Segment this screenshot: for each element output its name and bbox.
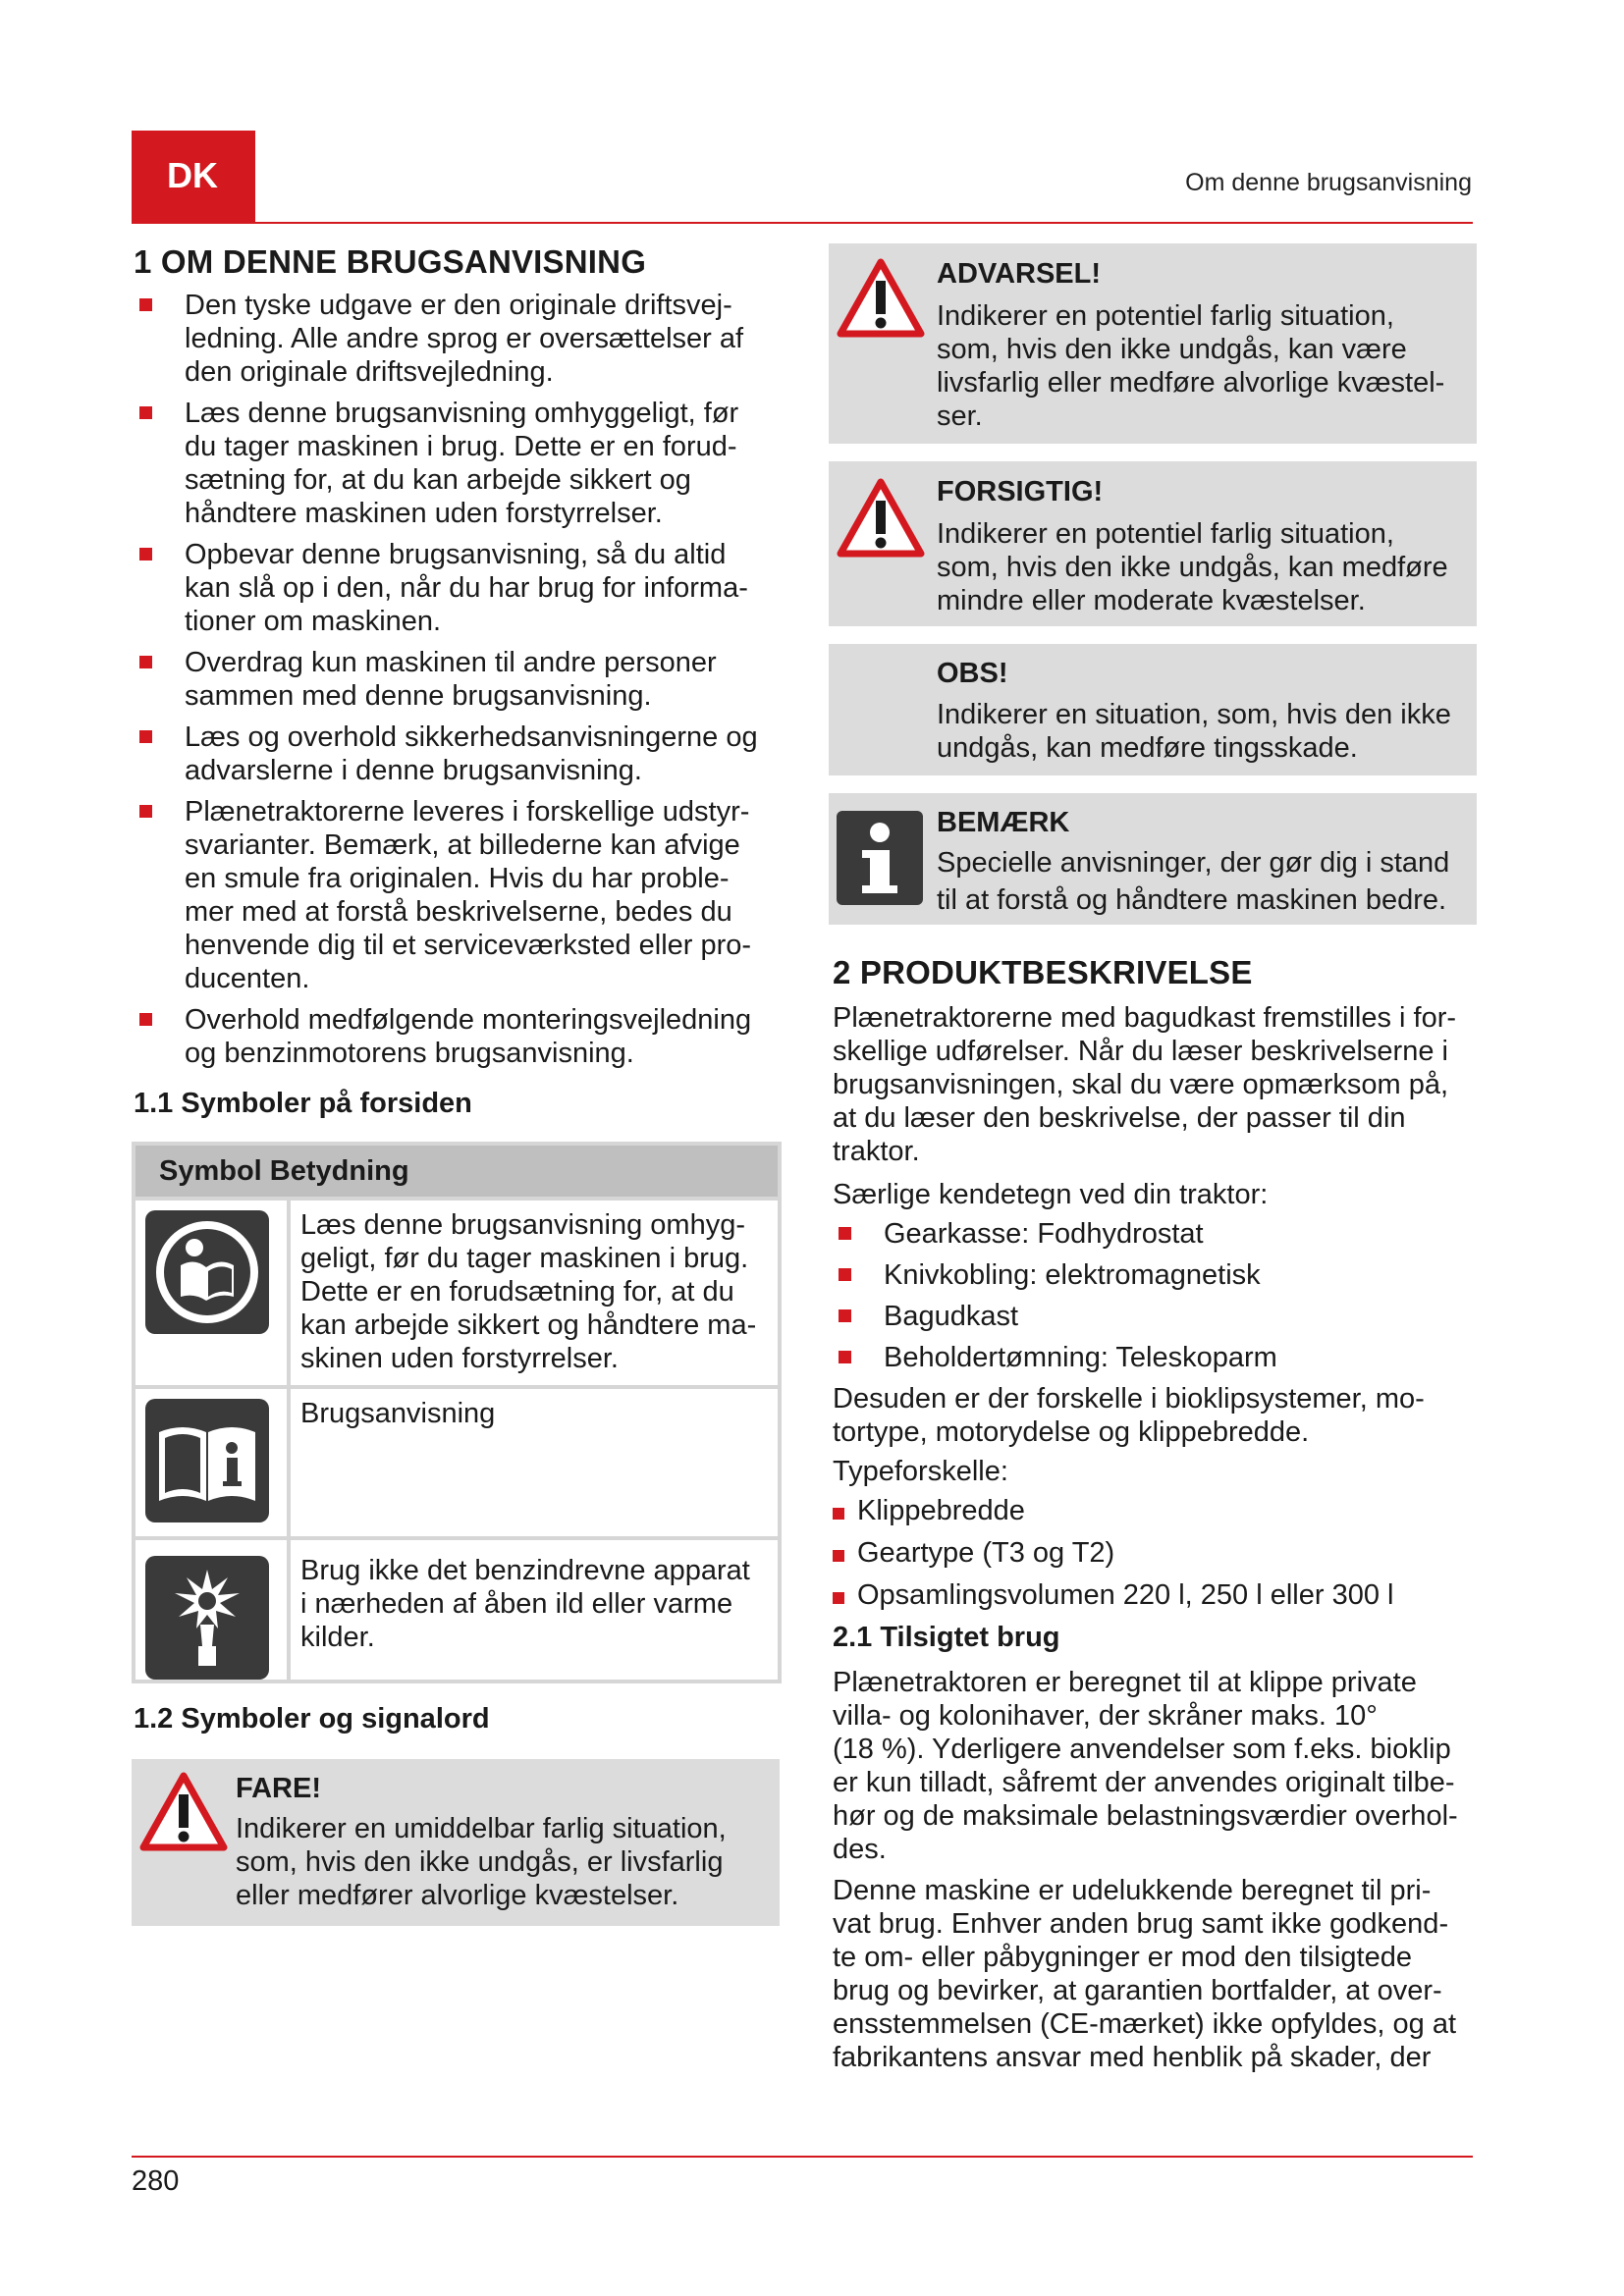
section2-1-heading: 2.1 Tilsigtet brug [833,1622,1060,1653]
list-item: Klippebredde [833,1494,1481,1527]
obs-notice-box [829,644,1477,775]
right-column [833,954,1481,2074]
bullet-square [139,730,152,743]
header-rule [132,222,1473,224]
table-row [134,1199,780,1387]
advarsel-title: ADVARSEL! [937,258,1102,290]
obs-title: OBS! [937,658,1008,689]
list-item: Overdrag kun maskinen til andre personer sammen med denne brugsanvisning. [134,646,782,713]
list-item: Overhold medfølgende monteringsvejledning og benzinmotorens brugsanvisning. [134,1003,782,1070]
section2-differences: Desuden er der forskelle i bioklipsystemer, mo- tortype, motorydelse og klippebredde. [833,1383,1425,1448]
symbol-row-2-text: Brugsanvisning [300,1398,496,1429]
advarsel-warning-box [829,243,1477,444]
types-list [833,1494,1481,1612]
advarsel-text: Indikerer en potentiel farlig situation, som, hvis den ikke undgås, kan være livsfarlig eller medføre alvorlige kvæstel- ser. [937,300,1445,432]
bullet-square [139,298,152,311]
types-label: Typeforskelle: [833,1456,1008,1487]
list-item: Opbevar denne brugsanvisning, så du altid kan slå op i den, når du har brug for informa- tioner om maskinen. [134,538,782,638]
symbol-row-1-text: Læs denne brugsanvisning omhyg- geligt, før du tager maskinen i brug. Dette er en forudsætning for, at du kan arbejde sikkert og håndtere ma- skinen uden forstyrrelser. [300,1209,757,1374]
bullet-square [139,406,152,419]
info-icon [837,811,923,905]
bullet-square [139,1013,152,1026]
list-item: Opsamlingsvolumen 220 l, 250 l eller 300 l [833,1578,1481,1612]
section2-intro: Plænetraktorerne med bagudkast fremstilles i for- skellige udførelser. Når du læser beskrivelserne i brugsanvisningen, skal du være opmærksom på, at du læser den beskrivelse, der passer til din traktor. [833,1002,1457,1167]
symbol-table-header: Symbol Betydning [134,1144,780,1199]
list-item: Bagudkast [833,1300,1481,1333]
forsigtig-text: Indikerer en potentiel farlig situation, som, hvis den ikke undgås, kan medføre mindre eller moderate kvæstelser. [937,518,1448,616]
bemaerk-title: BEMÆRK [937,807,1070,838]
footer-rule [132,2156,1473,2158]
list-item: Geartype (T3 og T2) [833,1536,1481,1570]
language-tab: DK [132,131,255,223]
warning-triangle-icon [139,1771,228,1851]
list-item: Gearkasse: Fodhydrostat [833,1217,1481,1251]
fare-title: FARE! [236,1773,321,1804]
warning-triangle-icon [837,257,925,338]
bullet-square [139,548,152,561]
page-number: 280 [132,2165,180,2197]
no-open-flame-icon [145,1556,269,1680]
bullet-square [139,656,152,668]
bullet-square [139,805,152,818]
table-row [134,1387,780,1538]
table-row [134,1538,780,1682]
warning-triangle-icon [837,477,925,558]
symbol-row-3-text: Brug ikke det benzindrevne apparat i nærheden af åben ild eller varme kilder. [300,1555,750,1653]
section1-2-heading: 1.2 Symboler og signalord [134,1703,490,1735]
list-item: Knivkobling: elektromagnetisk [833,1258,1481,1292]
section2-1-para2: Denne maskine er udelukkende beregnet til pri- vat brug. Enhver anden brug samt ikke godkend- te om- eller påbygninger er mod den tilsigtede brug og bevirker, at garantien bortfalder, at over- ensstemmelsen (CE-mærket) ikke opfyldes, og at fabrikantens ansvar med henblik på skader, der [833,1875,1456,2073]
manual-book-info-icon [145,1399,269,1522]
list-item: Læs og overhold sikkerhedsanvisningerne og advarslerne i denne brugsanvisning. [134,721,782,787]
section2-1-para1: Plænetraktoren er beregnet til at klippe private villa- og kolonihaver, der skråner maks. 10° (18 %). Yderligere anvendelser som f.eks. bioklip er kun tilladt, såfremt der anvendes originalt tilbe- hør og de maksimale belastningsværdier overhol- des. [833,1667,1458,1865]
list-item: Den tyske udgave er den originale driftsvej- ledning. Alle andre sprog er oversættelser af den originale driftsvejledning. [134,289,782,389]
section1-heading: 1 OM DENNE BRUGSANVISNING [134,243,647,280]
forsigtig-title: FORSIGTIG! [937,476,1104,507]
list-item: Beholdertømning: Teleskoparm [833,1341,1481,1374]
forsigtig-warning-box [829,461,1477,626]
read-manual-icon [145,1210,269,1334]
bemaerk-info-box [829,793,1477,925]
features-label: Særlige kendetegn ved din traktor: [833,1179,1269,1210]
features-list [833,1217,1481,1374]
section1-bullets [134,289,782,1070]
bemaerk-text: Specielle anvisninger, der gør dig i stand til at forstå og håndtere maskinen bedre. [937,847,1450,916]
fare-text: Indikerer en umiddelbar farlig situation, som, hvis den ikke undgås, er livsfarlig eller medfører alvorlige kvæstelser. [236,1813,727,1911]
section1-1-heading: 1.1 Symboler på forsiden [134,1088,472,1119]
running-header: Om denne brugsanvisning [1185,169,1472,196]
list-item: Plænetraktorerne leveres i forskellige udstyr- svarianter. Bemærk, at billederne kan afvige en smule fra originalen. Hvis du har proble- mer med at forstå beskrivelserne, bedes du henvende dig til et serviceværksted eller pro- ducenten. [134,795,782,995]
obs-text: Indikerer en situation, som, hvis den ikke undgås, kan medføre tingsskade. [937,699,1451,764]
section2-heading: 2 PRODUKTBESKRIVELSE [833,954,1253,990]
list-item: Læs denne brugsanvisning omhyggeligt, før du tager maskinen i brug. Dette er en forud- sætning for, at du kan arbejde sikkert og håndtere maskinen uden forstyrrelser. [134,397,782,530]
left-column [134,243,782,1735]
symbol-table [132,1142,782,1683]
fare-warning-box [132,1759,780,1926]
